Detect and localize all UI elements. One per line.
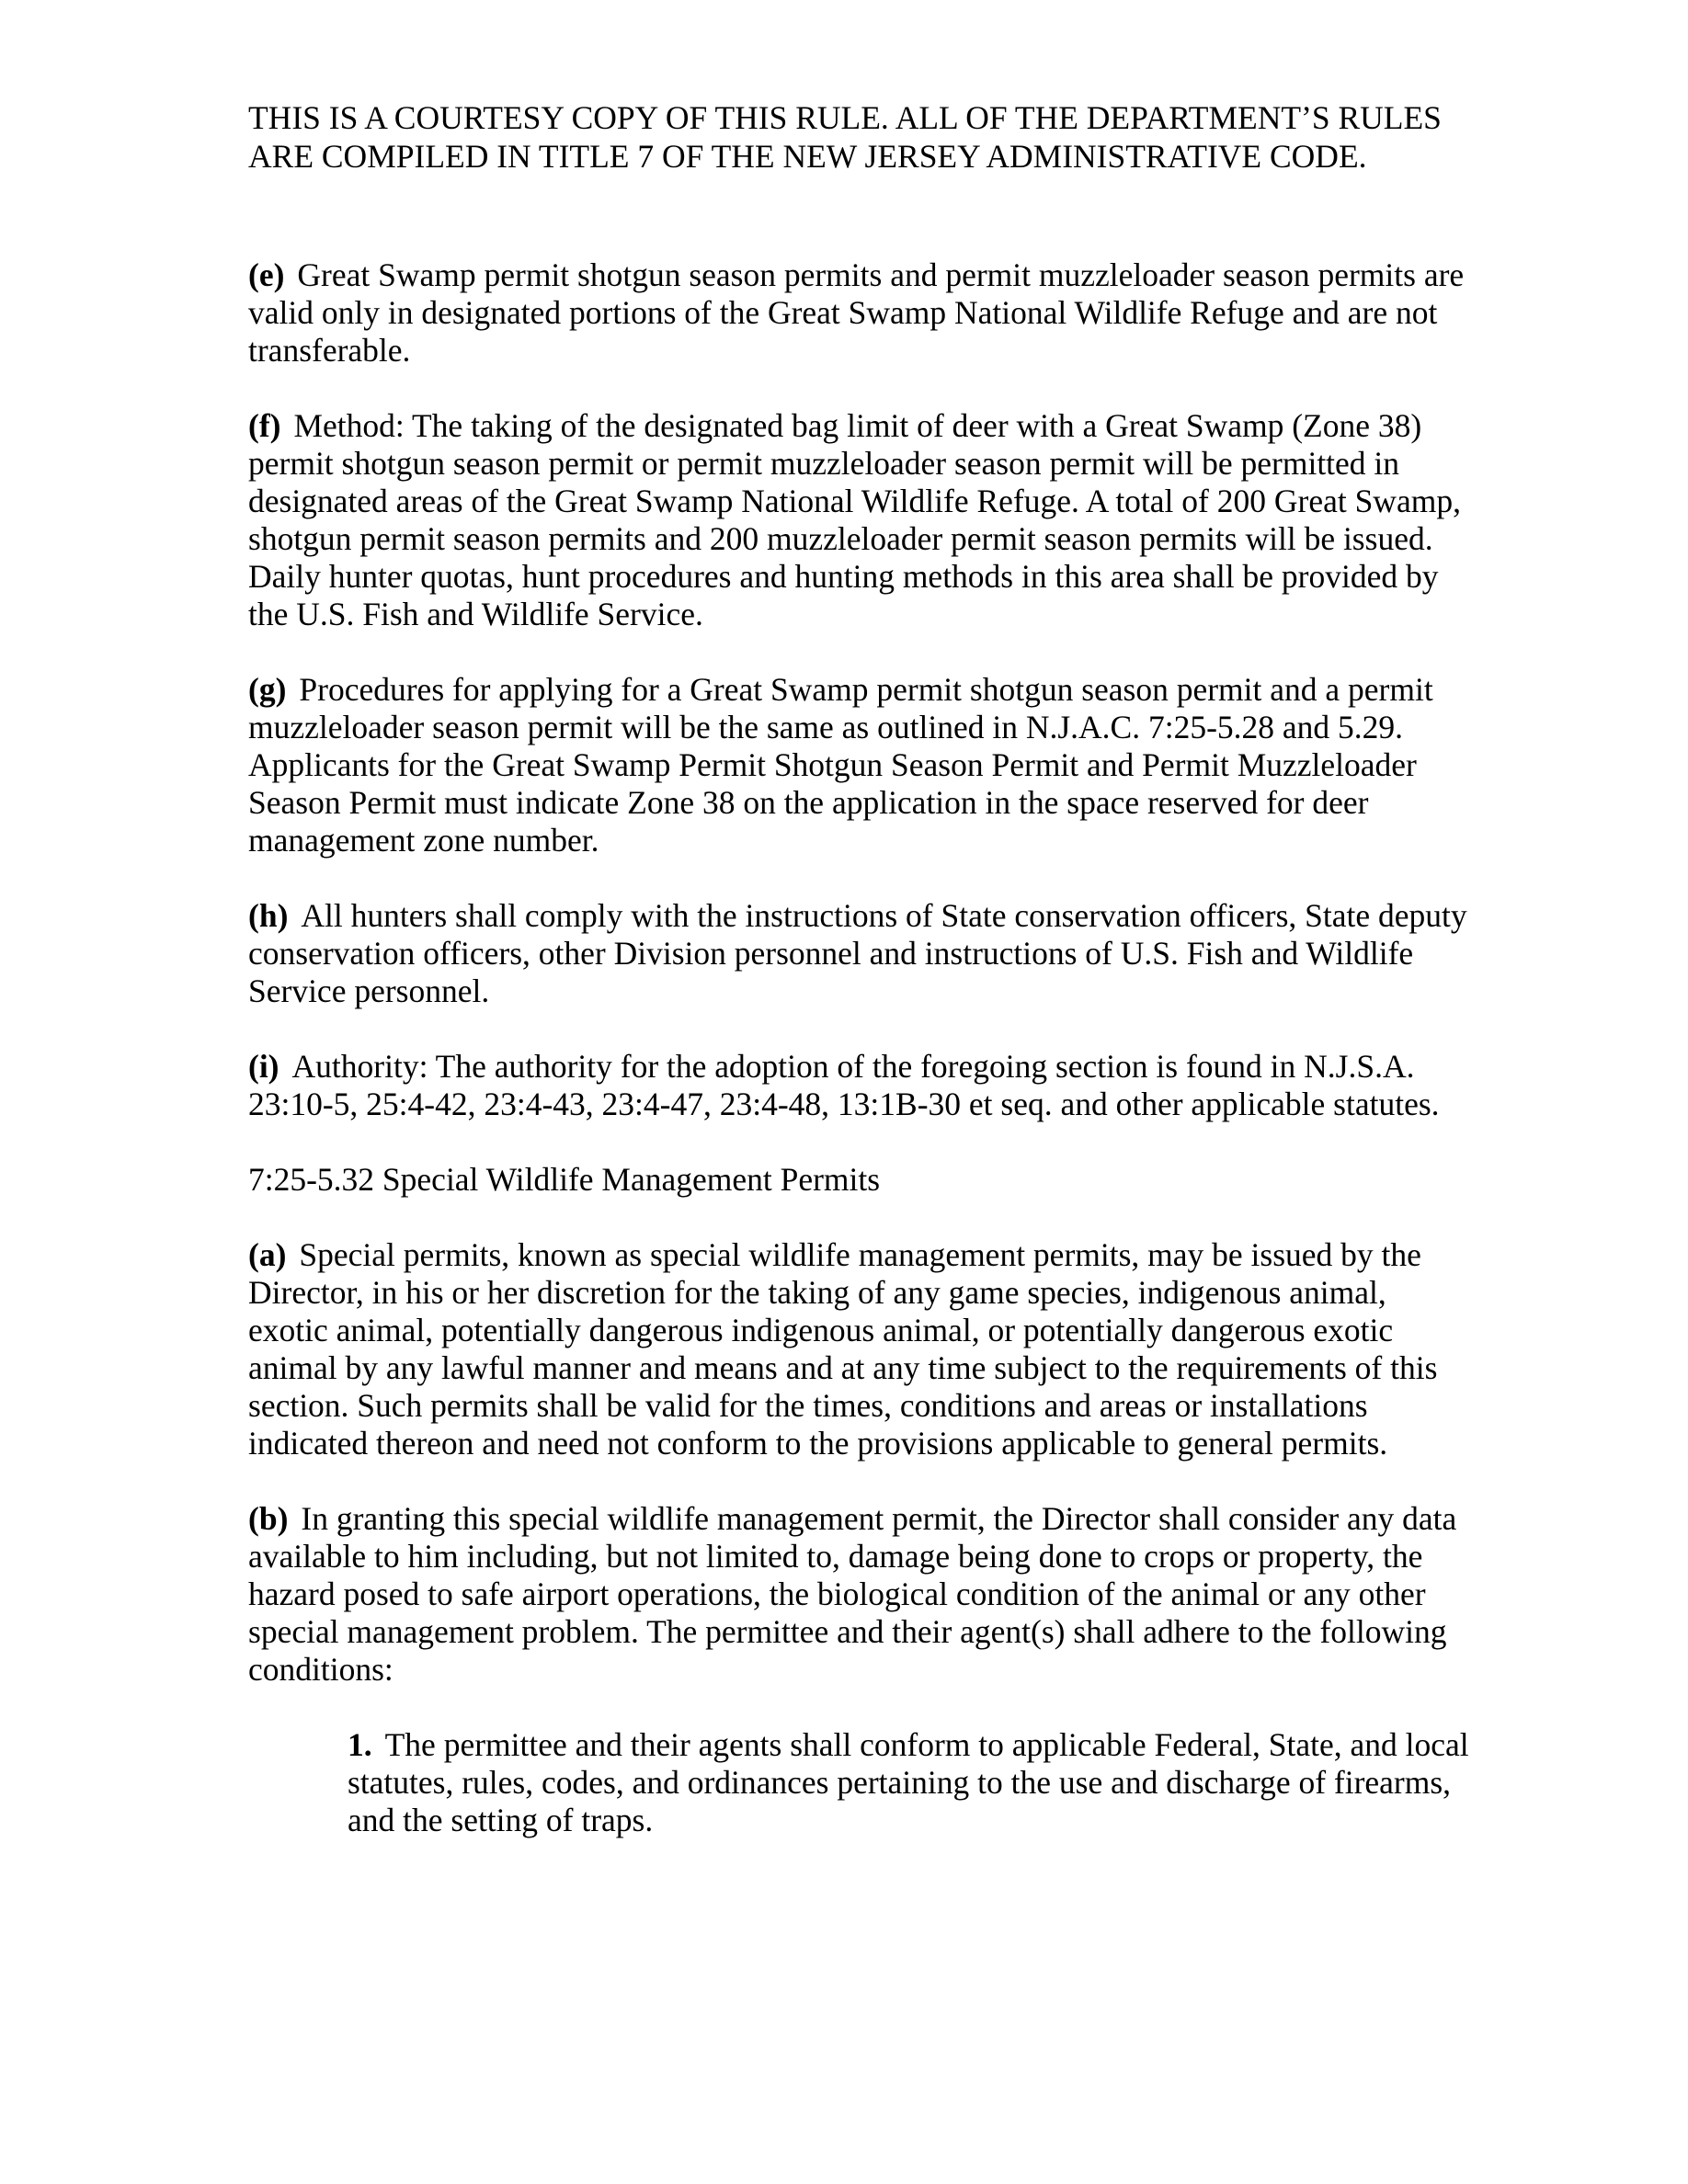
paragraph-g (248, 671, 1471, 859)
paragraph-text: Authority: The authority for the adoption of the foregoing section is found in N.J.S.A. 23:10-5, 25:4-42, 23:4-43, 23:4-47, 23:4-48, 13:1B-30 et seq. and other applicable statutes. (248, 1048, 1440, 1122)
paragraph-i (248, 1048, 1471, 1123)
sub-item-text: The permittee and their agents shall conform to applicable Federal, State, and local statutes, rules, codes, and ordinances pertaining to the use and discharge of firearms, and the setting of traps. (348, 1726, 1469, 1838)
paragraph-label: (h) (248, 897, 289, 934)
paragraph-h (248, 897, 1471, 1010)
paragraph-text: Method: The taking of the designated bag limit of deer with a Great Swamp (Zone 38) permit shotgun season permit or permit muzzleloader season permit will be permitted in designated areas of the Great Swamp National Wildlife Refuge. A total of 200 Great Swamp, shotgun permit season permits and 200 muzzleloader permit season permits will be issued. Daily hunter quotas, hunt procedures and hunting methods in this area shall be provided by the U.S. Fish and Wildlife Service. (248, 407, 1461, 632)
paragraph-label: (b) (248, 1500, 289, 1537)
paragraph-text: Procedures for applying for a Great Swamp permit shotgun season permit and a permit muzzleloader season permit will be the same as outlined in N.J.A.C. 7:25-5.28 and 5.29. Applicants for the Great Swamp Permit Shotgun Season Permit and Permit Muzzleloader Season Permit must indicate Zone 38 on the application in the space reserved for deer management zone number. (248, 671, 1433, 859)
section-heading: 7:25-5.32 Special Wildlife Management Permits (248, 1161, 881, 1198)
paragraph-f (248, 407, 1471, 633)
paragraph-text: Great Swamp permit shotgun season permits and permit muzzleloader season permits are valid only in designated portions of the Great Swamp National Wildlife Refuge and are not transferable. (248, 256, 1465, 369)
courtesy-copy-notice: THIS IS A COURTESY COPY OF THIS RULE. ALL OF THE DEPARTMENT’S RULES ARE COMPILED IN TITLE 7 OF THE NEW JERSEY ADMINISTRATIVE CODE. (248, 99, 1442, 175)
paragraph-label: (f) (248, 407, 281, 444)
section-paragraph-b (248, 1500, 1471, 1689)
paragraph-text: In granting this special wildlife management permit, the Director shall consider any data available to him including, but not limited to, damage being done to crops or property, the hazard posed to safe airport operations, the biological condition of the animal or any other special management problem. The permittee and their agent(s) shall adhere to the following conditions: (248, 1500, 1457, 1688)
paragraph-text: Special permits, known as special wildlife management permits, may be issued by the Director, in his or her discretion for the taking of any game species, indigenous animal, exotic animal, potentially dangerous indigenous animal, or potentially dangerous exotic animal by any lawful manner and means and at any time subject to the requirements of this section. Such permits shall be valid for the times, conditions and areas or installations indicated thereon and need not conform to the provisions applicable to general permits. (248, 1236, 1438, 1462)
sub-item-1 (348, 1726, 1471, 1839)
paragraph-label: (e) (248, 256, 285, 293)
document-page (248, 99, 1471, 1877)
paragraph-label: (g) (248, 671, 287, 708)
paragraph-text: All hunters shall comply with the instructions of State conservation officers, State deputy conservation officers, other Division personnel and instructions of U.S. Fish and Wildlife Service personnel. (248, 897, 1467, 1009)
paragraph-e (248, 256, 1471, 370)
paragraph-label: (i) (248, 1048, 279, 1085)
paragraph-label: (a) (248, 1236, 287, 1273)
sub-item-label: 1. (348, 1726, 372, 1763)
section-paragraph-a (248, 1236, 1471, 1462)
